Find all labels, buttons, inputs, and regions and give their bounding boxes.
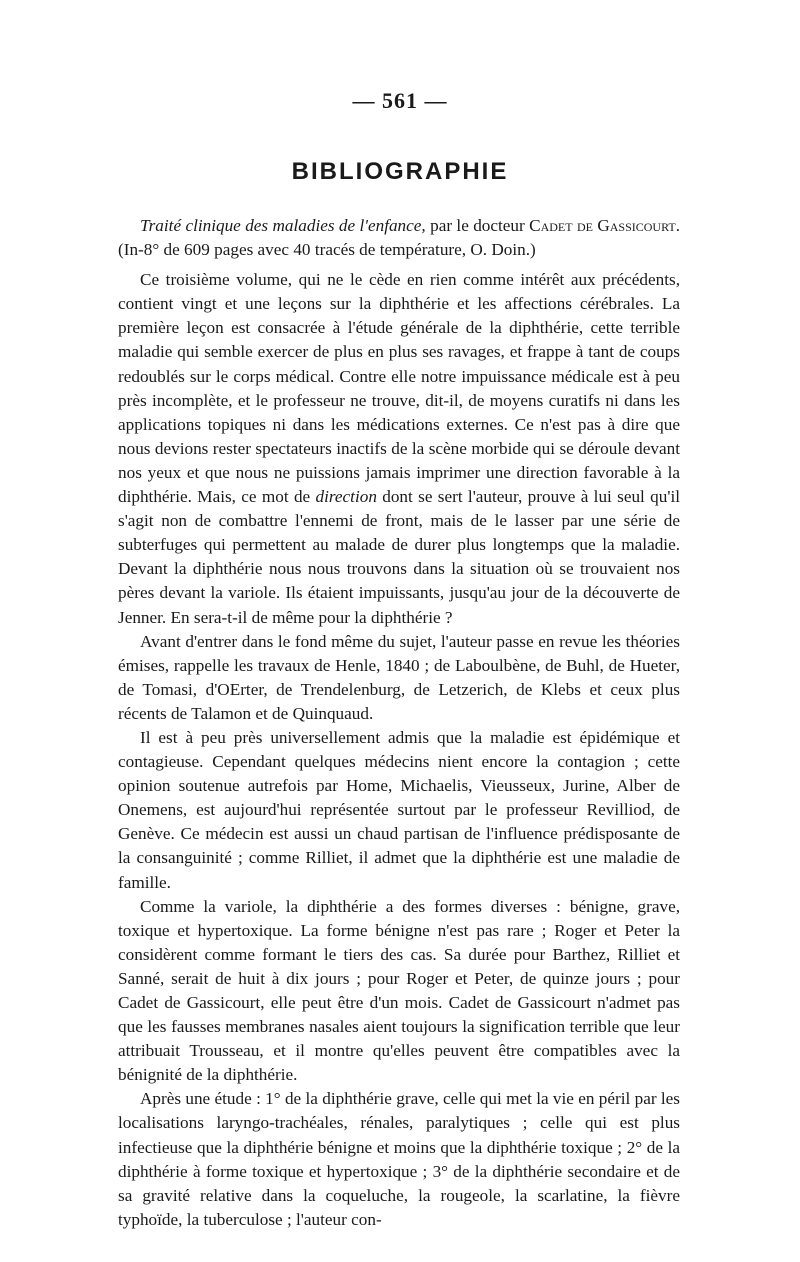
book-title: Traité clinique des maladies de l'enfance, <box>140 216 426 235</box>
paragraph-2: Avant d'entrer dans le fond même du sujet, l'auteur passe en revue les théories émises, rappelle les travaux de Henle, 1840 ; de Laboulbène, de Buhl, de Hueter, de Tomasi, d'OErter, de Trendelenburg, de Letzerich, de Klebs et ceux plus récents de Talamon et de Quinquaud. <box>118 631 680 723</box>
page-number: — 561 — <box>352 88 448 113</box>
paragraph-1-emphasis: direction <box>315 487 377 507</box>
article-body <box>118 214 680 1232</box>
paragraph-1-part-b: dont se sert l'auteur, prouve à lui seul qu'il s'agit non de combattre l'ennemi de front, mais de le lasser par une série de subterfuges qui permettent au malade de durer plus longtemps que la maladie. Devant la diphthérie nous nous trouvons dans la situation où se trouvaient nos pères devant la variole. Ils étaient impuissants, jusqu'au jour de la découverte de Jenner. En sera-t-il de même pour la diphthérie ? <box>118 487 680 627</box>
reference-details: . (In-8° de 609 pages avec 40 tracés de température, O. Doin.) <box>118 216 681 260</box>
paragraph-4: Comme la variole, la diphthérie a des formes diverses : bénigne, grave, toxique et hypertoxique. La forme bénigne n'est pas rare ; Roger et Peter la considèrent comme formant le tiers des cas. Sa durée pour Barthez, Rilliet et Sanné, serait de huit à dix jours ; pour Roger et Peter, de quinze jours ; pour Cadet de Gassicourt, elle peut être d'un mois. Cadet de Gassicourt n'admet pas que les fausses membranes nasales aient toujours la signification terrible que leur attribuait Trousseau, et il montre qu'elles peuvent être compatibles avec la bénignité de la diphthérie. <box>118 896 680 1085</box>
author-name: Cadet de Gassicourt <box>529 216 676 235</box>
bibliographic-reference <box>118 214 680 262</box>
paragraph-5: Après une étude : 1° de la diphthérie grave, celle qui met la vie en péril par les localisations laryngo-trachéales, rénales, paralytiques ; celle qui est plus infectieuse que la diphthérie bénigne et moins que la diphthérie toxique ; 2° de la diphthérie à forme toxique et hypertoxique ; 3° de la diphthérie secondaire et de sa gravité relative dans la coqueluche, la rougeole, la scarlatine, la fièvre typhoïde, la tuberculose ; l'auteur con- <box>118 1089 680 1229</box>
reference-by: par le docteur <box>425 216 530 235</box>
paragraph-3: Il est à peu près universellement admis que la maladie est épidémique et contagieuse. Cependant quelques médecins nient encore la contagion ; cette opinion soutenue autrefois par Home, Michaelis, Vieusseux, Jurine, Alber de Onemens, est aujourd'hui représentée surtout par le professeur Revilliod, de Genève. Ce médecin est aussi un chaud partisan de l'influence prédisposante de la consanguinité ; comme Rilliet, il admet que la diphthérie est une maladie de famille. <box>118 727 680 892</box>
paragraph-1 <box>118 268 680 629</box>
section-title: BIBLIOGRAPHIE <box>291 158 509 185</box>
paragraph-1-part-a: Ce troisième volume, qui ne le cède en rien comme intérêt aux précédents, contient vingt et une leçons sur la diphthérie et les affections cérébrales. La première leçon est consacrée à l'étude générale de la diphthérie, cette terrible maladie qui semble exercer de plus en plus ses ravages, et frappe à tant de coups redoublés sur le corps médical. Contre elle notre impuissance médicale est à peu près incomplète, et le professeur ne trouve, dit-il, de moyens curatifs ni dans les applications topiques ni dans les médications externes. Ce n'est pas à dire que nous devions rester spectateurs inactifs de la scène morbide qui se déroule devant nos yeux et que nous ne puissions jamais imprimer une direction favorable à la diphthérie. Mais, ce mot de <box>118 270 680 507</box>
